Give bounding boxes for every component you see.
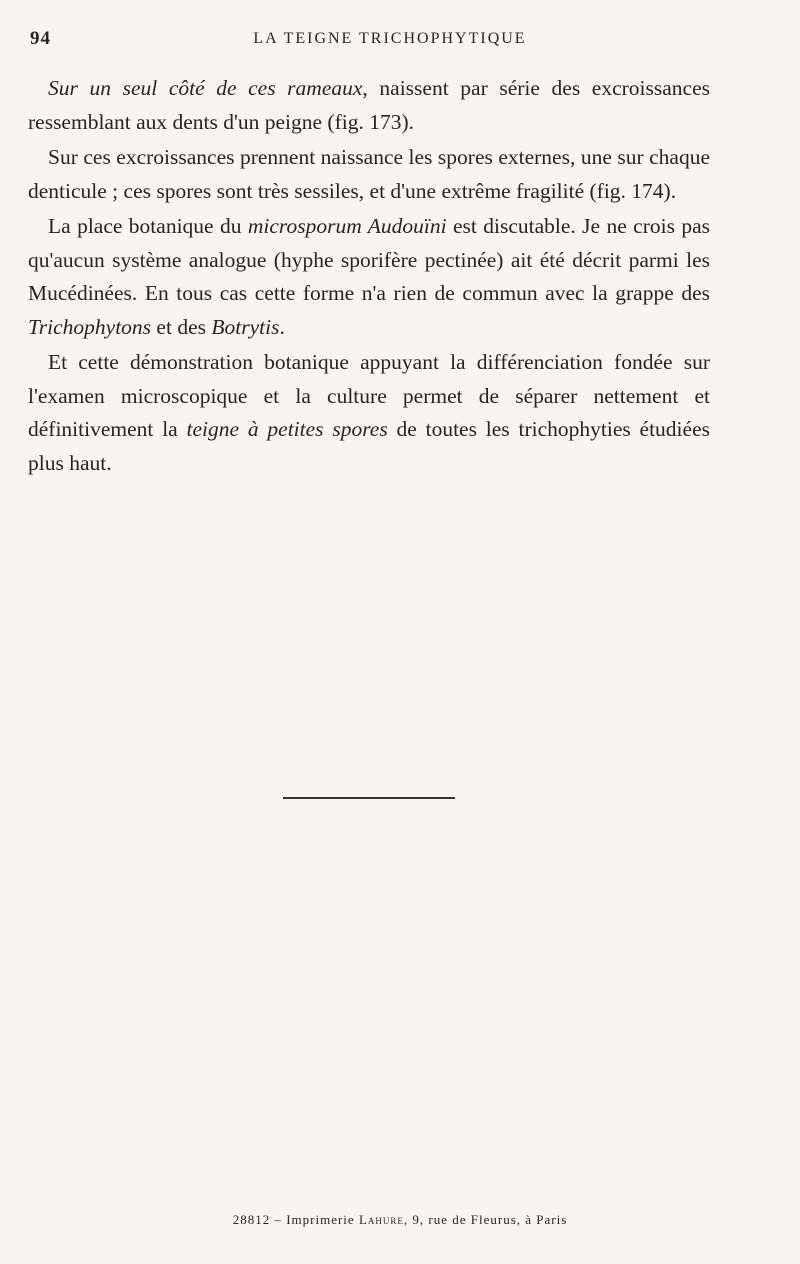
paragraph-4-text-b: de toutes les trichophyties étudiées plus haut. xyxy=(28,417,710,475)
species-name: microsporum Audouïni xyxy=(247,214,447,238)
printer-name: Lahure xyxy=(358,1212,404,1227)
page-number: 94 xyxy=(30,28,51,49)
section-divider xyxy=(283,797,455,799)
body-text xyxy=(28,72,710,482)
paragraph-3-text-a: La place botanique du xyxy=(48,214,248,238)
paragraph-3-text-b: est discutable. Je ne crois pas qu'aucun système analogue (hyphe sporifère pectinée) ait été décrit parmi les Mucédinées. En tous cas cette forme n'a rien de commun avec la grappe des xyxy=(28,214,710,305)
paragraph-1-text: , naissent par série des excroissances ressemblant aux dents d'un peigne (fig. 173). xyxy=(28,76,710,134)
paragraph-2 xyxy=(28,141,710,208)
job-number: 28812 xyxy=(232,1212,271,1227)
show-through-texture xyxy=(0,560,800,583)
genus-botrytis: Botrytis xyxy=(211,314,280,339)
running-title: LA TEIGNE TRICHOPHYTIQUE xyxy=(253,30,527,47)
printer-imprint xyxy=(0,1212,800,1228)
paragraph-3-text-d: . xyxy=(279,314,285,339)
paragraph-1-italic: Sur un seul côté de ces rameaux xyxy=(48,76,363,100)
paragraph-1 xyxy=(28,72,710,139)
paragraph-3-text-c: et des xyxy=(151,314,212,339)
printer-prefix: – Imprimerie xyxy=(274,1212,359,1227)
printer-address: , 9, rue de Fleurus, à Paris xyxy=(403,1212,568,1227)
paragraph-3 xyxy=(28,210,710,344)
genus-trichophytons: Trichophytons xyxy=(28,314,152,339)
paragraph-2-text: Sur ces excroissances prennent naissance les spores externes, une sur chaque denticule ; ces spores sont très sessiles, et d'une extrême fragilité (fig. 174). xyxy=(28,145,710,203)
page-header xyxy=(30,28,750,54)
paragraph-4 xyxy=(28,346,710,480)
teigne-term: teigne à petites spores xyxy=(186,417,388,441)
paragraph-4-text-a: Et cette démonstration botanique appuyant la différenciation fondée sur l'examen microscopique et la culture permet de séparer nettement et définitivement la xyxy=(28,350,710,441)
